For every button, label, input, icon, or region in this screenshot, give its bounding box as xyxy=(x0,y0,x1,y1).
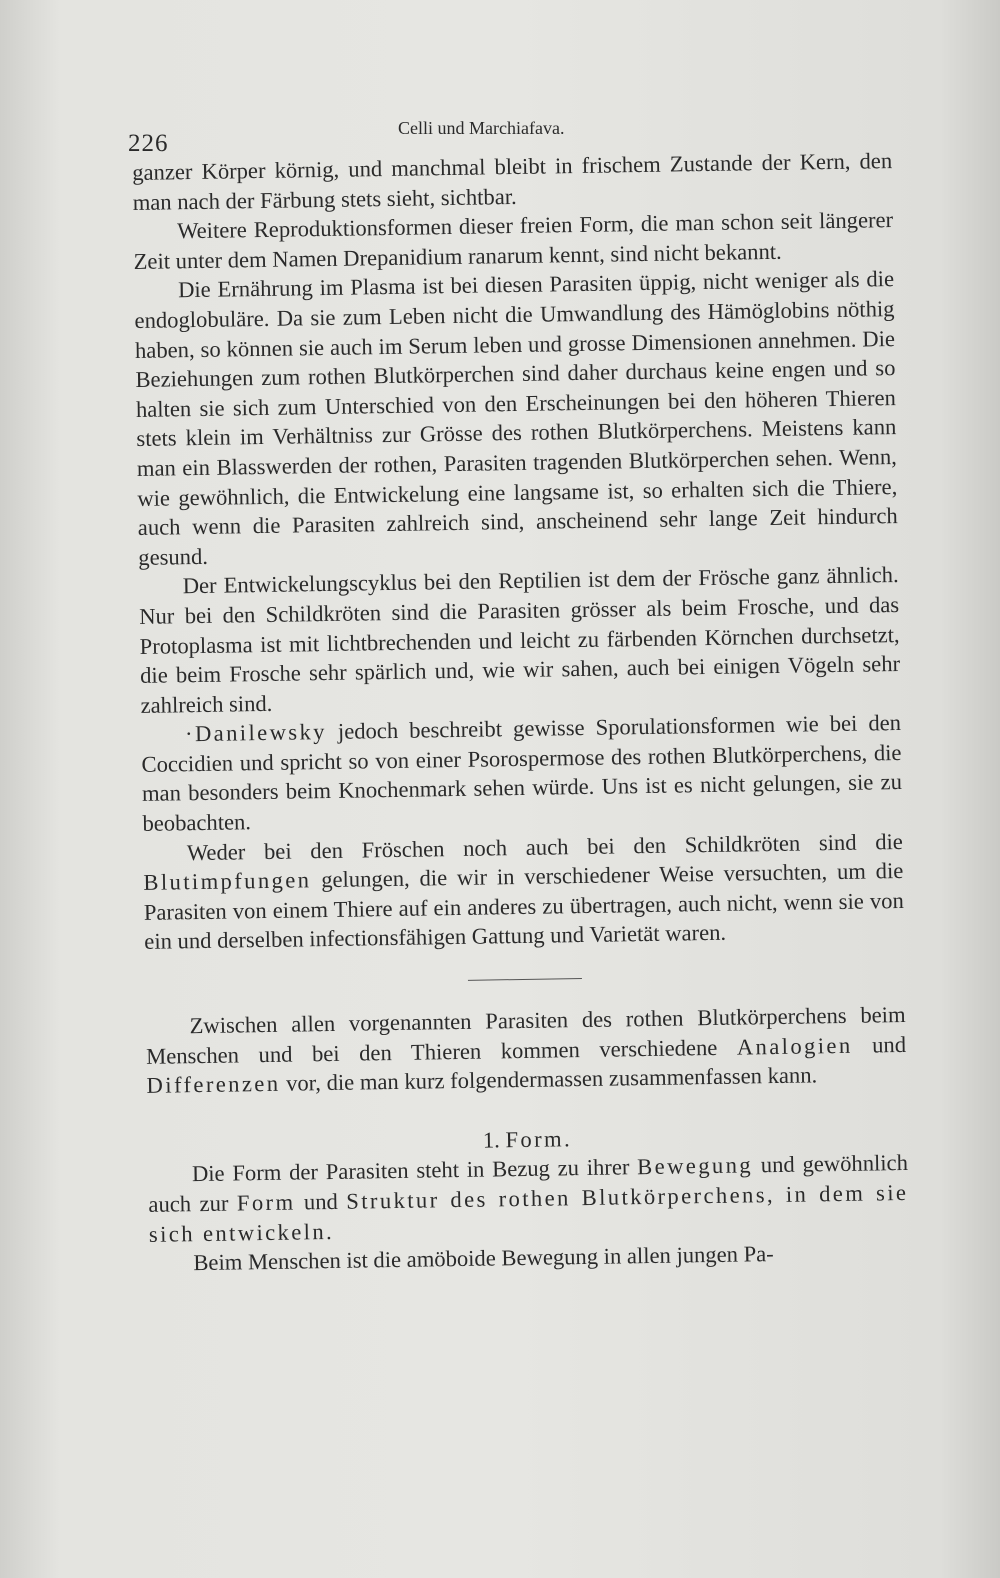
paragraph-5-text: jedoch beschreibt gewisse Sporulationsformen wie bei den Coccidien und spricht so von einer Psorospermose des rothen Blutkörperchens, die man besonders beim Knochenmark sehen würde. Uns ist es nicht gelungen, sie zu beobachten. xyxy=(141,710,903,836)
paragraph-7 xyxy=(145,1000,906,1101)
paragraph-8-text-b: und gewöhnlich auch zur xyxy=(148,1150,909,1217)
spaced-term-struktur: Struktur des rothen Blutkörperchens, in dem sie sich entwickeln. xyxy=(148,1179,909,1247)
paragraph-9: Beim Menschen ist die amöboide Bewegung in allen jungen Pa- xyxy=(193,1241,774,1276)
paragraph-8-text-c: und xyxy=(295,1188,347,1215)
paragraph-7-text-a: Zwischen allen vorgenannten Parasiten des rothen Blutkörperchens beim Menschen und bei den Thieren kommen verschiedene xyxy=(145,1001,906,1069)
paragraph-3: Die Ernährung im Plasma ist bei diesen Parasiten üppig, nicht weniger als die endoglobuläre. Da sie zum Leben nicht die Umwandlung des Hämöglobins nöthig haben, so können sie auch im Serum leben und grosse Dimensionen annehmen. Die Beziehungen zum rothen Blutkörperchen sind daher durchaus keine engen und so halten sie sich zum Unterschied von den Erscheinungen bei den höheren Thieren stets klein im Verhältniss zur Grösse des rothen Blutkörperchens. Meistens kann man ein Blasswerden der rothen, Parasiten tragenden Blutkörperchen sehen. Wenn, wie gewöhnlich, die Entwickelung eine langsame ist, so erhalten sich die Thiere, auch wenn die Parasiten zahlreich sind, anscheinend sehr lange Zeit hindurch gesund. xyxy=(134,266,898,570)
spaced-author-name: ·Danilewsky xyxy=(184,719,328,747)
paragraph-8 xyxy=(148,1148,909,1249)
paragraph-6 xyxy=(143,827,905,957)
running-head: Celli und Marchiafava. xyxy=(398,118,565,138)
paragraph-8-text-a: Die Form der Parasiten steht in Bezug zu ihrer xyxy=(191,1154,638,1187)
paragraph-4: Der Entwickelungscyklus bei den Reptilien ist dem der Frösche ganz ähnlich. Nur bei den Schildkröten sind die Parasiten grösser als beim Frosche, und das Protoplasma ist mit lichtbrechenden und leicht zu färbenden Körnchen durchsetzt, die beim Frosche sehr spärlich und, wie wir sahen, auch bei einigen Vögeln sehr zahlreich sind. xyxy=(139,562,901,718)
page-header xyxy=(128,110,898,157)
spaced-term-bewegung: Bewegung xyxy=(636,1152,754,1180)
page-number: 226 xyxy=(128,130,169,157)
paragraph-5 xyxy=(141,708,903,838)
spaced-term-blutimpfungen: Blutimpfungen xyxy=(143,867,312,896)
paragraph-2: Weitere Reproduktionsformen dieser freien Form, die man schon seit längerer Zeit unter dem Namen Drepanidium ranarum kennt, sind nicht bekannt. xyxy=(133,207,894,274)
paragraph-1: ganzer Körper körnig, und manchmal bleibt in frischem Zustande der Kern, den man nach der Färbung stets sieht, sichtbar. xyxy=(132,148,893,215)
paragraph-7-text-mid: und xyxy=(852,1031,907,1058)
spaced-term-form: Form xyxy=(236,1189,296,1216)
separator-rule xyxy=(468,978,582,981)
spaced-term-differenzen: Differenzen xyxy=(146,1071,281,1099)
section-title: Form. xyxy=(505,1126,573,1153)
paragraph-7-text-b: vor, die man kurz folgendermassen zusammenfassen kann. xyxy=(280,1062,818,1096)
paragraph-6-text-a: Weder bei den Fröschen noch auch bei den Schildkröten sind die xyxy=(186,828,904,865)
page-body xyxy=(132,146,910,1279)
section-number: 1. xyxy=(482,1127,501,1153)
paragraph-6-text-b: gelungen, die wir in verschiedener Weise versuchten, um die Parasiten von einem Thiere auf ein anderes zu übertragen, auch nicht, wenn sie von ein und derselben infectionsfähigen Gattung und Varietät waren. xyxy=(143,858,904,955)
spaced-term-analogien: Analogien xyxy=(736,1032,853,1060)
